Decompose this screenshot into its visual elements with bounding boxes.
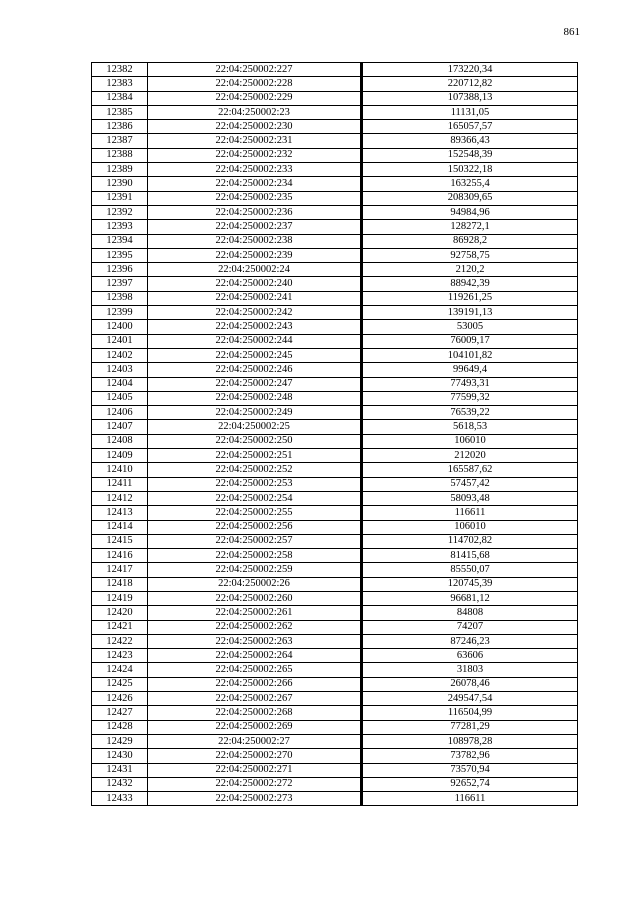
row-number-cell: 12406 <box>92 406 148 420</box>
cadastral-value-cell: 116611 <box>362 792 578 806</box>
row-number-cell: 12417 <box>92 563 148 577</box>
cadastral-number-cell: 22:04:250002:247 <box>148 377 362 391</box>
cadastral-value-cell: 99649,4 <box>362 363 578 377</box>
cadastral-value-cell: 2120,2 <box>362 263 578 277</box>
cadastral-value-cell: 74207 <box>362 620 578 634</box>
table-body <box>92 63 578 806</box>
cadastral-number-cell: 22:04:250002:269 <box>148 720 362 734</box>
cadastral-value-cell: 26078,46 <box>362 677 578 691</box>
table-row <box>92 77 578 91</box>
row-number-cell: 12394 <box>92 234 148 248</box>
row-number-cell: 12400 <box>92 320 148 334</box>
table-row <box>92 120 578 134</box>
cadastral-value-cell: 76009,17 <box>362 334 578 348</box>
cadastral-value-cell: 249547,54 <box>362 692 578 706</box>
row-number-cell: 12395 <box>92 248 148 262</box>
table-row <box>92 434 578 448</box>
table-row <box>92 663 578 677</box>
row-number-cell: 12420 <box>92 606 148 620</box>
cadastral-number-cell: 22:04:250002:26 <box>148 577 362 591</box>
cadastral-number-cell: 22:04:250002:244 <box>148 334 362 348</box>
cadastral-value-cell: 57457,42 <box>362 477 578 491</box>
row-number-cell: 12421 <box>92 620 148 634</box>
cadastral-value-cell: 53005 <box>362 320 578 334</box>
table-row <box>92 520 578 534</box>
row-number-cell: 12404 <box>92 377 148 391</box>
cadastral-value-cell: 96681,12 <box>362 591 578 605</box>
cadastral-number-cell: 22:04:250002:256 <box>148 520 362 534</box>
table-row <box>92 234 578 248</box>
cadastral-value-cell: 116504,99 <box>362 706 578 720</box>
cadastral-number-cell: 22:04:250002:265 <box>148 663 362 677</box>
row-number-cell: 12413 <box>92 506 148 520</box>
table-row <box>92 105 578 119</box>
cadastral-number-cell: 22:04:250002:250 <box>148 434 362 448</box>
row-number-cell: 12402 <box>92 348 148 362</box>
table-row <box>92 777 578 791</box>
row-number-cell: 12429 <box>92 734 148 748</box>
row-number-cell: 12412 <box>92 491 148 505</box>
cadastral-number-cell: 22:04:250002:272 <box>148 777 362 791</box>
cadastral-number-cell: 22:04:250002:245 <box>148 348 362 362</box>
row-number-cell: 12410 <box>92 463 148 477</box>
table-row <box>92 506 578 520</box>
row-number-cell: 12382 <box>92 63 148 77</box>
table-row <box>92 391 578 405</box>
table-row <box>92 277 578 291</box>
table-row <box>92 220 578 234</box>
table-row <box>92 549 578 563</box>
cadastral-value-cell: 5618,53 <box>362 420 578 434</box>
row-number-cell: 12428 <box>92 720 148 734</box>
cadastral-number-cell: 22:04:250002:235 <box>148 191 362 205</box>
cadastral-number-cell: 22:04:250002:229 <box>148 91 362 105</box>
row-number-cell: 12426 <box>92 692 148 706</box>
cadastral-number-cell: 22:04:250002:267 <box>148 692 362 706</box>
table-row <box>92 477 578 491</box>
table-row <box>92 491 578 505</box>
row-number-cell: 12418 <box>92 577 148 591</box>
row-number-cell: 12414 <box>92 520 148 534</box>
table-row <box>92 363 578 377</box>
cadastral-value-cell: 89366,43 <box>362 134 578 148</box>
cadastral-number-cell: 22:04:250002:27 <box>148 734 362 748</box>
row-number-cell: 12383 <box>92 77 148 91</box>
cadastral-value-cell: 165057,57 <box>362 120 578 134</box>
cadastral-number-cell: 22:04:250002:227 <box>148 63 362 77</box>
cadastral-value-cell: 106010 <box>362 520 578 534</box>
row-number-cell: 12396 <box>92 263 148 277</box>
cadastral-value-cell: 120745,39 <box>362 577 578 591</box>
table-row <box>92 205 578 219</box>
cadastral-number-cell: 22:04:250002:262 <box>148 620 362 634</box>
table-row <box>92 163 578 177</box>
cadastral-number-cell: 22:04:250002:255 <box>148 506 362 520</box>
cadastral-value-cell: 88942,39 <box>362 277 578 291</box>
cadastral-value-cell: 85550,07 <box>362 563 578 577</box>
cadastral-number-cell: 22:04:250002:258 <box>148 549 362 563</box>
cadastral-value-cell: 77493,31 <box>362 377 578 391</box>
table-row <box>92 634 578 648</box>
cadastral-value-cell: 212020 <box>362 449 578 463</box>
table-row <box>92 706 578 720</box>
table-row <box>92 577 578 591</box>
row-number-cell: 12389 <box>92 163 148 177</box>
cadastral-value-cell: 87246,23 <box>362 634 578 648</box>
cadastral-value-cell: 107388,13 <box>362 91 578 105</box>
cadastral-number-cell: 22:04:250002:263 <box>148 634 362 648</box>
cadastral-number-cell: 22:04:250002:232 <box>148 148 362 162</box>
row-number-cell: 12393 <box>92 220 148 234</box>
table-row <box>92 449 578 463</box>
table-row <box>92 563 578 577</box>
table-row <box>92 720 578 734</box>
cadastral-number-cell: 22:04:250002:273 <box>148 792 362 806</box>
cadastral-value-cell: 220712,82 <box>362 77 578 91</box>
table-row <box>92 91 578 105</box>
cadastral-value-cell: 108978,28 <box>362 734 578 748</box>
table-row <box>92 320 578 334</box>
cadastral-number-cell: 22:04:250002:266 <box>148 677 362 691</box>
table-row <box>92 534 578 548</box>
table-row <box>92 606 578 620</box>
cadastral-number-cell: 22:04:250002:238 <box>148 234 362 248</box>
cadastral-number-cell: 22:04:250002:260 <box>148 591 362 605</box>
row-number-cell: 12427 <box>92 706 148 720</box>
cadastral-value-cell: 84808 <box>362 606 578 620</box>
cadastral-number-cell: 22:04:250002:251 <box>148 449 362 463</box>
cadastral-value-cell: 63606 <box>362 649 578 663</box>
table-row <box>92 406 578 420</box>
cadastral-number-cell: 22:04:250002:252 <box>148 463 362 477</box>
table-row <box>92 291 578 305</box>
cadastral-number-cell: 22:04:250002:231 <box>148 134 362 148</box>
cadastral-number-cell: 22:04:250002:268 <box>148 706 362 720</box>
cadastral-number-cell: 22:04:250002:249 <box>148 406 362 420</box>
table-row <box>92 263 578 277</box>
row-number-cell: 12386 <box>92 120 148 134</box>
cadastral-number-cell: 22:04:250002:264 <box>148 649 362 663</box>
cadastral-value-cell: 119261,25 <box>362 291 578 305</box>
cadastral-value-cell: 150322,18 <box>362 163 578 177</box>
table-row <box>92 248 578 262</box>
cadastral-number-cell: 22:04:250002:234 <box>148 177 362 191</box>
cadastral-number-cell: 22:04:250002:253 <box>148 477 362 491</box>
table-row <box>92 348 578 362</box>
table-row <box>92 134 578 148</box>
cadastral-number-cell: 22:04:250002:259 <box>148 563 362 577</box>
row-number-cell: 12401 <box>92 334 148 348</box>
table-row <box>92 591 578 605</box>
row-number-cell: 12423 <box>92 649 148 663</box>
cadastral-number-cell: 22:04:250002:254 <box>148 491 362 505</box>
table-row <box>92 763 578 777</box>
row-number-cell: 12422 <box>92 634 148 648</box>
cadastral-value-cell: 173220,34 <box>362 63 578 77</box>
cadastral-number-cell: 22:04:250002:236 <box>148 205 362 219</box>
table-row <box>92 420 578 434</box>
cadastral-number-cell: 22:04:250002:246 <box>148 363 362 377</box>
row-number-cell: 12411 <box>92 477 148 491</box>
table-row <box>92 306 578 320</box>
cadastral-number-cell: 22:04:250002:243 <box>148 320 362 334</box>
row-number-cell: 12387 <box>92 134 148 148</box>
cadastral-value-table <box>91 62 578 806</box>
table-row <box>92 63 578 77</box>
cadastral-number-cell: 22:04:250002:257 <box>148 534 362 548</box>
row-number-cell: 12415 <box>92 534 148 548</box>
row-number-cell: 12398 <box>92 291 148 305</box>
cadastral-value-cell: 106010 <box>362 434 578 448</box>
row-number-cell: 12433 <box>92 792 148 806</box>
cadastral-value-cell: 76539,22 <box>362 406 578 420</box>
cadastral-number-cell: 22:04:250002:25 <box>148 420 362 434</box>
row-number-cell: 12392 <box>92 205 148 219</box>
cadastral-value-cell: 92652,74 <box>362 777 578 791</box>
table-row <box>92 692 578 706</box>
table-row <box>92 649 578 663</box>
cadastral-number-cell: 22:04:250002:24 <box>148 263 362 277</box>
cadastral-value-cell: 92758,75 <box>362 248 578 262</box>
table-row <box>92 177 578 191</box>
row-number-cell: 12425 <box>92 677 148 691</box>
cadastral-number-cell: 22:04:250002:23 <box>148 105 362 119</box>
cadastral-value-cell: 94984,96 <box>362 205 578 219</box>
cadastral-value-cell: 163255,4 <box>362 177 578 191</box>
table-row <box>92 334 578 348</box>
cadastral-value-cell: 77281,29 <box>362 720 578 734</box>
cadastral-value-cell: 58093,48 <box>362 491 578 505</box>
row-number-cell: 12390 <box>92 177 148 191</box>
row-number-cell: 12416 <box>92 549 148 563</box>
table-row <box>92 677 578 691</box>
cadastral-value-cell: 165587,62 <box>362 463 578 477</box>
row-number-cell: 12391 <box>92 191 148 205</box>
cadastral-number-cell: 22:04:250002:270 <box>148 749 362 763</box>
cadastral-number-cell: 22:04:250002:248 <box>148 391 362 405</box>
cadastral-number-cell: 22:04:250002:261 <box>148 606 362 620</box>
row-number-cell: 12384 <box>92 91 148 105</box>
cadastral-value-cell: 73570,94 <box>362 763 578 777</box>
row-number-cell: 12385 <box>92 105 148 119</box>
cadastral-value-cell: 152548,39 <box>362 148 578 162</box>
row-number-cell: 12431 <box>92 763 148 777</box>
table-row <box>92 191 578 205</box>
cadastral-value-cell: 116611 <box>362 506 578 520</box>
cadastral-value-cell: 86928,2 <box>362 234 578 248</box>
cadastral-number-cell: 22:04:250002:240 <box>148 277 362 291</box>
row-number-cell: 12399 <box>92 306 148 320</box>
cadastral-number-cell: 22:04:250002:271 <box>148 763 362 777</box>
table-row <box>92 734 578 748</box>
row-number-cell: 12403 <box>92 363 148 377</box>
row-number-cell: 12388 <box>92 148 148 162</box>
row-number-cell: 12419 <box>92 591 148 605</box>
page-number: 861 <box>563 26 580 38</box>
row-number-cell: 12424 <box>92 663 148 677</box>
cadastral-number-cell: 22:04:250002:230 <box>148 120 362 134</box>
table-row <box>92 620 578 634</box>
row-number-cell: 12407 <box>92 420 148 434</box>
cadastral-value-cell: 139191,13 <box>362 306 578 320</box>
row-number-cell: 12430 <box>92 749 148 763</box>
row-number-cell: 12397 <box>92 277 148 291</box>
cadastral-number-cell: 22:04:250002:241 <box>148 291 362 305</box>
cadastral-value-cell: 128272,1 <box>362 220 578 234</box>
cadastral-value-cell: 73782,96 <box>362 749 578 763</box>
table-row <box>92 377 578 391</box>
cadastral-number-cell: 22:04:250002:237 <box>148 220 362 234</box>
cadastral-value-cell: 31803 <box>362 663 578 677</box>
cadastral-value-cell: 208309,65 <box>362 191 578 205</box>
row-number-cell: 12432 <box>92 777 148 791</box>
table-row <box>92 792 578 806</box>
cadastral-value-cell: 11131,05 <box>362 105 578 119</box>
cadastral-value-cell: 104101,82 <box>362 348 578 362</box>
cadastral-number-cell: 22:04:250002:228 <box>148 77 362 91</box>
cadastral-value-cell: 114702,82 <box>362 534 578 548</box>
table-row <box>92 463 578 477</box>
cadastral-number-cell: 22:04:250002:233 <box>148 163 362 177</box>
row-number-cell: 12405 <box>92 391 148 405</box>
cadastral-number-cell: 22:04:250002:242 <box>148 306 362 320</box>
table-row <box>92 749 578 763</box>
cadastral-value-cell: 81415,68 <box>362 549 578 563</box>
cadastral-number-cell: 22:04:250002:239 <box>148 248 362 262</box>
row-number-cell: 12409 <box>92 449 148 463</box>
table-row <box>92 148 578 162</box>
row-number-cell: 12408 <box>92 434 148 448</box>
cadastral-value-cell: 77599,32 <box>362 391 578 405</box>
